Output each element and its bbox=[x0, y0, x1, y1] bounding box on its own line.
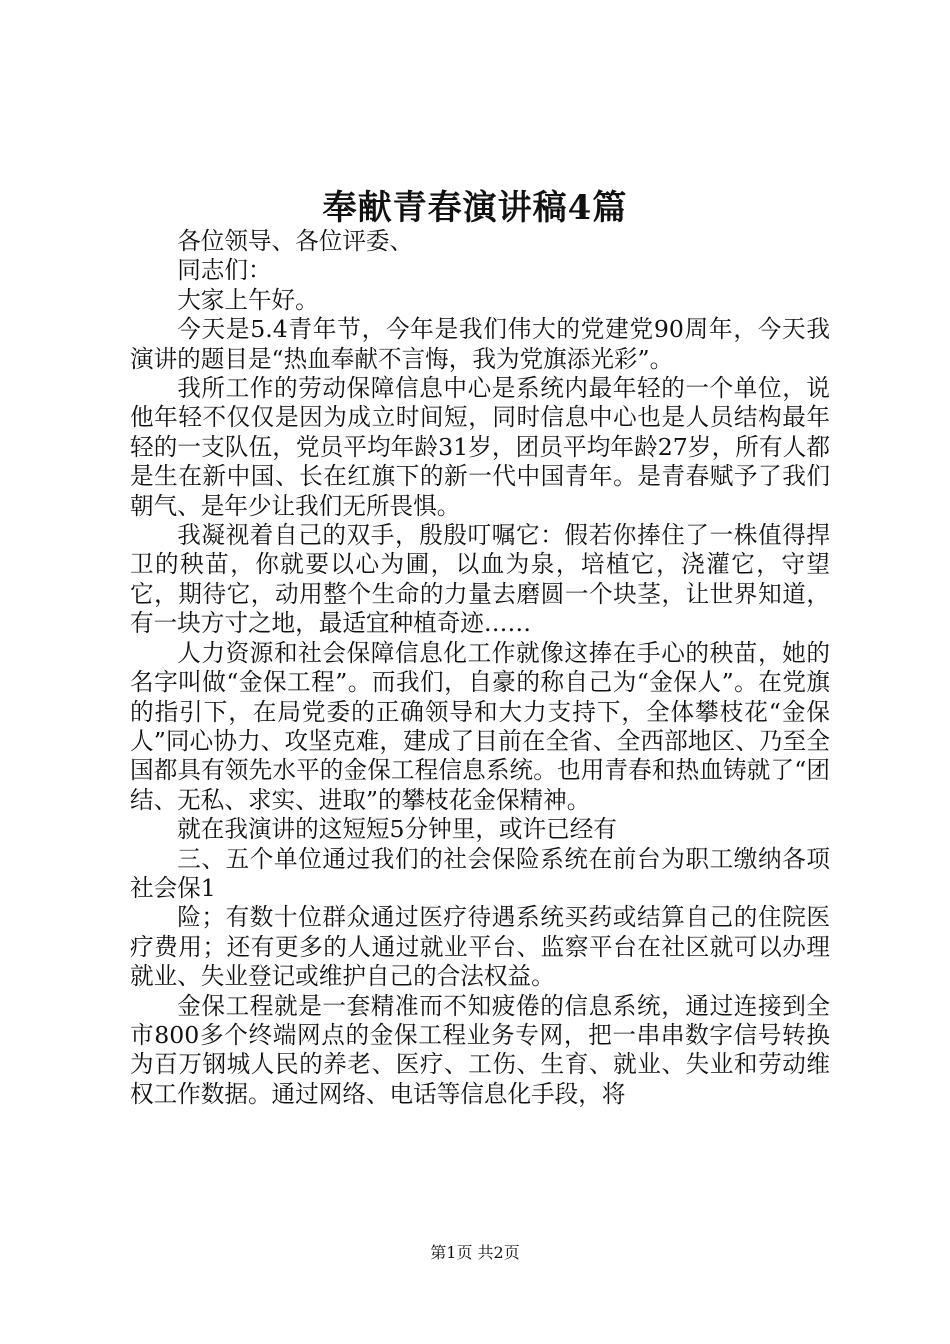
paragraph: 就在我演讲的这短短5分钟里，或许已经有 bbox=[177, 815, 617, 844]
paragraph: 各位领导、各位评委、 bbox=[177, 227, 414, 255]
paragraph: 我凝视着自己的双手，殷殷叮嘱它：假若你捧住了一株值得捍卫的秧苗，你就要以心为圃，以血为泉，培植它，浇灌它，守望它，期待它，动用整个生命的力量去磨圆一个块茎，让世界知道，有一块方寸之地，最适宜种植奇迹…… bbox=[130, 521, 830, 638]
paragraph: 同志们： bbox=[177, 256, 272, 285]
paragraph: 人力资源和社会保障信息化工作就像这捧在手心的秧苗，她的名字叫做“金保工程”。而我们，自豪的称自己为“金保人”。在党旗的指引下，在局党委的正确领导和大力支持下，全体攀枝花“金保人”同心协力、攻坚克难，建成了目前在全省、全西部地区、乃至全国都具有领先水平的金保工程信息系统。也用青春和热血铸就了“团结、无私、求实、进取”的攀枝花金保精神。 bbox=[130, 638, 830, 814]
document-body bbox=[130, 227, 830, 1109]
page-title: 奉献青春演讲稿4篇 bbox=[322, 188, 628, 228]
paragraph: 金保工程就是一套精准而不知疲倦的信息系统，通过连接到全市800多个终端网点的金保工程业务专网，把一串串数字信号转换为百万钢城人民的养老、医疗、工伤、生育、就业、失业和劳动维权工作数据。通过网络、电话等信息化手段，将 bbox=[130, 991, 830, 1108]
paragraph: 三、五个单位通过我们的社会保险系统在前台为职工缴纳各项社会保1 bbox=[130, 844, 830, 902]
paragraph: 我所工作的劳动保障信息中心是系统内最年轻的一个单位，说他年轻不仅仅是因为成立时间短，同时信息中心也是人员结构最年轻的一支队伍，党员平均年龄31岁，团员平均年龄27岁，所有人都是生在新中国、长在红旗下的新一代中国青年。是青春赋予了我们朝气、是年少让我们无所畏惧。 bbox=[130, 374, 830, 520]
paragraph: 今天是5.4青年节，今年是我们伟大的党建党90周年，今天我演讲的题目是“热血奉献不言悔，我为党旗添光彩”。 bbox=[130, 315, 830, 373]
page-number-footer: 第1页 共2页 bbox=[430, 1243, 520, 1262]
paragraph: 大家上午好。 bbox=[177, 285, 319, 314]
paragraph: 险；有数十位群众通过医疗待遇系统买药或结算自己的住院医疗费用；还有更多的人通过就业平台、监察平台在社区就可以办理就业、失业登记或维护自己的合法权益。 bbox=[130, 903, 830, 991]
